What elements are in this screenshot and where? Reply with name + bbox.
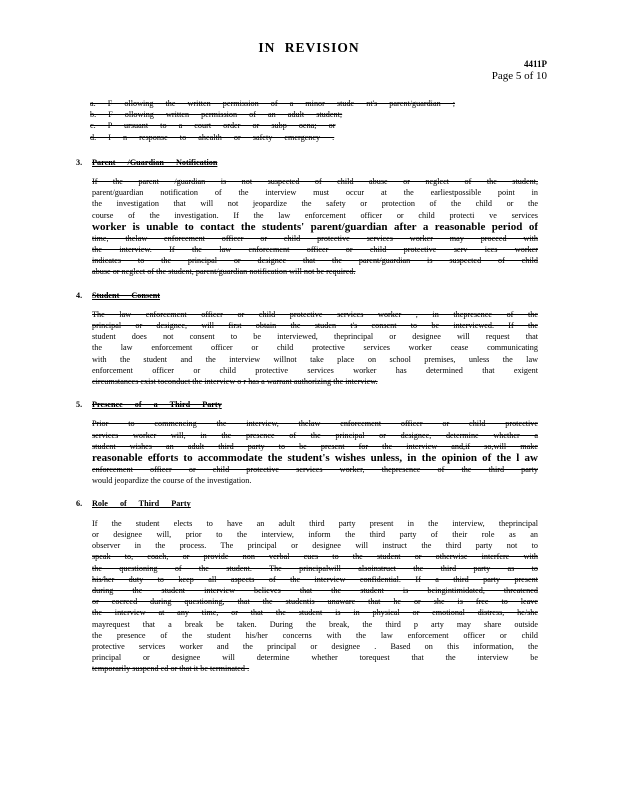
list-item: d. I n response to ahealth or safety emergency . xyxy=(90,132,335,142)
paragraph-line: enforcement officer or child protective services worker, thepresence of the third party xyxy=(92,465,538,475)
paragraph-line: or coerced during questioning, that the studentis unaware that he or she is free to leave xyxy=(92,597,538,607)
permission-list xyxy=(76,98,538,143)
paragraph-line: course of the investigation. If the law enforcement officer or child protecti ve services xyxy=(92,210,538,220)
paragraph-line: would jeopardize the course of the investigation. xyxy=(92,476,252,486)
paragraph-line: the questioning of the student. The principalwill alsoinstruct the third party as to xyxy=(92,563,538,573)
section-role-third-party xyxy=(76,498,538,674)
paragraph-line: student does not consent to be interviewed, theprincipal or designee will request that xyxy=(92,332,538,342)
paragraph-line: with the student and the interview willnot take place on school premises, unless the law xyxy=(92,354,538,364)
paragraph-line: Prior to commencing the interview, thelaw enforcement officer or child protective xyxy=(92,419,538,429)
paragraph-line: protective services worker and the principal or designee . Based on this information, the xyxy=(92,641,538,651)
paragraph-line: principal or designee will determine whether torequest that the interview be xyxy=(92,653,538,663)
paragraph-line: the investigation that will not jeopardize the safety or protection of the child or the xyxy=(92,199,538,209)
paragraph-line: the law enforcement officer or child protective services worker cease communicating xyxy=(92,343,538,353)
paragraph-line: temporarily suspend ed or that it be terminated . xyxy=(92,664,250,674)
list-item: a. F ollowing the written permission of a minor stude nt's parent/guardian ; xyxy=(90,99,456,108)
section-heading: 6. Role of Third Party xyxy=(76,499,191,509)
paragraph-line: mayrequest that a break be taken. During the break, the third p arty may share outside xyxy=(92,619,538,629)
paragraph-line: If the student elects to have an adult third party present in the interview, theprincipal xyxy=(92,518,538,528)
paragraph-line: circumstances exist toconduct the interview o r has a warrant authorizing the interview. xyxy=(92,377,378,387)
paragraph-line: reasonable efforts to accommodate the student's wishes unless, in the opinion of the l aw xyxy=(92,452,538,465)
paragraph-line: the interview. If the law enforcement officer or child protective serv ices worker xyxy=(92,245,538,255)
paragraph-line: parent/guardian notification of the interview must occur at the earliestpossible point in xyxy=(92,188,538,198)
section-student-consent xyxy=(76,290,538,388)
document-number: 4411P xyxy=(523,59,547,69)
paragraph-line: principal or designee, will first obtain the studen t's consent to be interviewed. If the xyxy=(92,321,538,331)
list-item: c. P ursuant to a court order or subp oena; or xyxy=(90,121,336,131)
document-body xyxy=(76,98,538,687)
list-item: b. F ollowing written permission of an adult student; xyxy=(90,110,343,120)
paragraph-line: his/her duty to keep all aspects of the interview confidential. If a third party present xyxy=(92,574,538,584)
paragraph-line: the presence of the student his/her concerns with the law enforcement officer or child xyxy=(92,630,538,640)
section-presence-third-party xyxy=(76,399,538,486)
paragraph-line: student wishes an adult third party to be present for the interview and,if so,will make xyxy=(92,441,538,451)
paragraph-line: during the student interview believes that the student is beingintimidated, threatened xyxy=(92,585,538,595)
paragraph-line: observer in the process. The principal or designee will instruct the third party not to xyxy=(92,541,538,551)
paragraph-line: or designee will, prior to the interview, inform the third party of their role as an xyxy=(92,529,538,539)
section-heading: 4. Student Consent xyxy=(76,290,161,300)
section-heading: 3. Parent /Guardian Notification xyxy=(76,157,218,167)
page-title: IN REVISION xyxy=(258,40,360,55)
paragraph-line: time, thelaw enforcement officer or child protective services worker may proceed with xyxy=(92,233,538,243)
paragraph-line: services worker will, in the presence of the principal or designee, determine whether a xyxy=(92,430,538,440)
paragraph-line: the interview at any time, or that the student is in physical or emotional distress, he/she xyxy=(92,608,538,618)
paragraph-line: If the parent /guardian is not suspected of child abuse or neglect of the student, xyxy=(92,177,538,187)
paragraph-line: indicates to the principal or designee that the parent/guardian is suspected of child xyxy=(92,256,538,266)
paragraph-line: enforcement officer or child protective services worker has determined that exigent xyxy=(92,365,538,375)
paragraph-line: worker is unable to contact the students' parent/guardian after a reasonable period of xyxy=(92,220,538,233)
paragraph-line: abuse or neglect of the student, parent/guardian notification will not be required. xyxy=(92,267,356,277)
section-heading: 5. Presence of a Third Party xyxy=(76,400,222,410)
paragraph-line: speak to, coach, or provide non verbal cues to the student or otherwise interfere with xyxy=(92,552,538,562)
page-number: Page 5 of 10 xyxy=(491,70,547,82)
section-parent-guardian-notification xyxy=(76,157,538,278)
paragraph-line: The law enforcement officer or child protective services worker , in thepresence of the xyxy=(92,309,538,319)
